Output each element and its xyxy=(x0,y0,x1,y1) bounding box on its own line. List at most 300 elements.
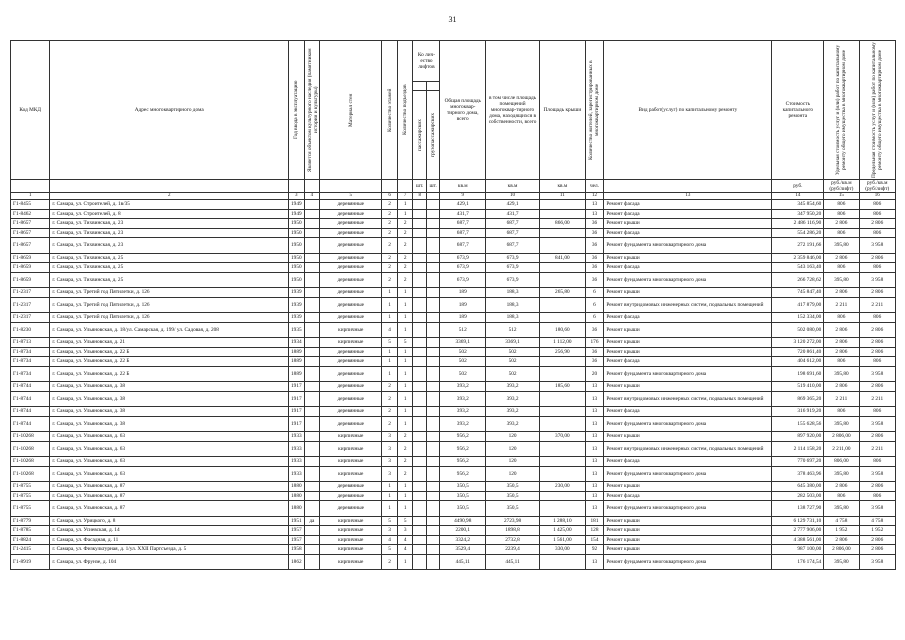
cell-area: 502 xyxy=(440,347,486,357)
cell-entr: 1 xyxy=(397,382,413,392)
cell-heritage xyxy=(304,466,320,482)
cell-people: 6 xyxy=(585,313,604,323)
cell-year: 1933 xyxy=(289,466,305,482)
cell-people: 20 xyxy=(585,366,604,382)
cell-own: 429,1 xyxy=(486,200,540,210)
cell-limit: 3 958 xyxy=(859,238,895,254)
cell-cost: 897 920,00 xyxy=(772,432,824,442)
cell-wall: деревянные xyxy=(320,391,382,407)
cell-year: 1950 xyxy=(289,238,305,254)
cell-year: 1950 xyxy=(289,272,305,288)
cell-lp xyxy=(413,526,426,536)
cell-entr: 1 xyxy=(397,357,413,367)
cell-code: Г1-2317 xyxy=(11,297,50,313)
cell-code: Г1-10268 xyxy=(11,457,50,467)
cell-people: 36 xyxy=(585,322,604,338)
cell-code: Г1-8734 xyxy=(11,347,50,357)
cell-lg xyxy=(426,457,440,467)
cell-addr: г. Самара, ул. Ульяновская, д. 22 Б xyxy=(50,347,289,357)
cell-work: Ремонт крыши xyxy=(604,288,772,298)
cell-addr: г. Самара, ул. Ульяновская, д. 38 xyxy=(50,407,289,417)
cell-wall: кирпичные xyxy=(320,441,382,457)
cell-work: Ремонт фасада xyxy=(604,491,772,501)
cell-cost: 745 847,40 xyxy=(772,288,824,298)
cell-lg xyxy=(426,545,440,555)
cell-unit: 2 806 xyxy=(824,482,859,492)
cell-wall: кирпичные xyxy=(320,338,382,348)
cell-floors: 2 xyxy=(382,382,398,392)
col-limit-cost-header: Предельная стоимость услуг и (или) работ по капитальному ремонту общего имущества в многоквартирном доме xyxy=(859,41,895,180)
cell-lg xyxy=(426,288,440,298)
cell-cost: 378 463,96 xyxy=(772,466,824,482)
cell-heritage xyxy=(304,382,320,392)
cell-code: Г1-8744 xyxy=(11,416,50,432)
cell-own: 2732,8 xyxy=(486,535,540,545)
cell-work: Ремонт фасада xyxy=(604,313,772,323)
cell-roof xyxy=(540,407,586,417)
cell-lg xyxy=(426,238,440,254)
cell-entr: 3 xyxy=(397,526,413,536)
cell-work: Ремонт фасада xyxy=(604,200,772,210)
cell-own: 120 xyxy=(486,457,540,467)
cell-roof xyxy=(540,357,586,367)
cell-work: Ремонт фундамента многоквартирного дома xyxy=(604,501,772,517)
cell-cost: 176 174,54 xyxy=(772,554,824,570)
col-residents-header: Количество жителей, зарегистрированных в многоквартирном доме xyxy=(585,41,604,180)
cell-floors: 1 xyxy=(382,313,398,323)
cell-code: Г1-8755 xyxy=(11,491,50,501)
cell-roof: 330,00 xyxy=(540,545,586,555)
cell-people: 36 xyxy=(585,263,604,273)
cell-limit: 3 958 xyxy=(859,554,895,570)
cell-floors: 1 xyxy=(382,297,398,313)
cell-floors: 2 xyxy=(382,238,398,254)
cell-floors: 1 xyxy=(382,501,398,517)
cell-floors: 2 xyxy=(382,209,398,219)
units-row xyxy=(11,180,896,193)
cell-own: 2239,4 xyxy=(486,545,540,555)
cell-limit: 2 806 xyxy=(859,382,895,392)
cell-people: 13 xyxy=(585,209,604,219)
cell-own: 687,7 xyxy=(486,228,540,238)
cell-code: Г1-10268 xyxy=(11,466,50,482)
cell-own: 120 xyxy=(486,432,540,442)
cell-own: 512 xyxy=(486,322,540,338)
cell-floors: 1 xyxy=(382,288,398,298)
cell-people: 176 xyxy=(585,338,604,348)
cell-addr: г. Самара, ул. Усиевская, д. 14 xyxy=(50,526,289,536)
cell-unit: 806 xyxy=(824,263,859,273)
cell-area: 687,7 xyxy=(440,228,486,238)
cell-addr: г. Самара, ул. Тихвинская, д. 23 xyxy=(50,238,289,254)
cell-heritage xyxy=(304,219,320,229)
cell-unit: 2 211 xyxy=(824,391,859,407)
cell-cost: 869 365,20 xyxy=(772,391,824,407)
cell-limit: 2 211 xyxy=(859,391,895,407)
cell-addr: г. Самара, ул. Ульяновская, д. 22 Б xyxy=(50,366,289,382)
cell-year: 1880 xyxy=(289,501,305,517)
cell-lp xyxy=(413,432,426,442)
cell-cost: 266 728,62 xyxy=(772,272,824,288)
cell-own: 502 xyxy=(486,357,540,367)
cell-heritage xyxy=(304,297,320,313)
cell-people: 13 xyxy=(585,501,604,517)
cell-limit: 806 xyxy=(859,209,895,219)
cell-own: 393,2 xyxy=(486,382,540,392)
cell-roof: 265,80 xyxy=(540,288,586,298)
cell-limit: 806 xyxy=(859,457,895,467)
cell-unit: 2 211,00 xyxy=(824,441,859,457)
cell-work: Ремонт крыши xyxy=(604,482,772,492)
cell-cost: 2 114 158,20 xyxy=(772,441,824,457)
cell-year: 1951 xyxy=(289,516,305,526)
cell-cost: 345 854,60 xyxy=(772,200,824,210)
header-row xyxy=(11,41,896,82)
table-row xyxy=(11,535,896,545)
cell-floors: 5 xyxy=(382,338,398,348)
cell-floors: 1 xyxy=(382,491,398,501)
cell-lg xyxy=(426,219,440,229)
cell-lp xyxy=(413,347,426,357)
cell-lp xyxy=(413,457,426,467)
cell-floors: 1 xyxy=(382,482,398,492)
table-row xyxy=(11,441,896,457)
cell-unit: 1 952 xyxy=(824,526,859,536)
cell-addr: г. Самара, ул. Тихвинская, д. 25 xyxy=(50,253,289,263)
cell-addr: г. Самара, ул. Фасадная, д. 11 xyxy=(50,535,289,545)
cell-cost: 2 359 846,00 xyxy=(772,253,824,263)
col-heritage-header: Является объектом культурного наследия (памятником истории и культуры) xyxy=(304,41,320,180)
col-total-area-header: Общая площадь многоквар-тирного дома, всего xyxy=(440,41,486,180)
cell-limit: 2 806 xyxy=(859,545,895,555)
cell-limit: 806 xyxy=(859,200,895,210)
cell-entr: 1 xyxy=(397,322,413,338)
cell-heritage xyxy=(304,263,320,273)
col-passenger-lifts-header: пассажирских xyxy=(413,91,426,180)
cell-area: 393,2 xyxy=(440,407,486,417)
cell-unit: 4 758 xyxy=(824,516,859,526)
cell-wall: деревянные xyxy=(320,272,382,288)
cell-wall: кирпичные xyxy=(320,545,382,555)
cell-lg xyxy=(426,263,440,273)
cell-own: 350,5 xyxy=(486,501,540,517)
cell-lg xyxy=(426,322,440,338)
cell-area: 956,2 xyxy=(440,457,486,467)
cell-lp xyxy=(413,407,426,417)
cell-roof: 230,00 xyxy=(540,482,586,492)
cell-roof xyxy=(540,297,586,313)
cell-lg xyxy=(426,526,440,536)
cell-lp xyxy=(413,322,426,338)
cell-people: 36 xyxy=(585,347,604,357)
cell-heritage xyxy=(304,416,320,432)
cell-cost: 2 486 116,90 xyxy=(772,219,824,229)
cell-wall: деревянные xyxy=(320,219,382,229)
cell-lp xyxy=(413,535,426,545)
cell-work: Ремонт фасада xyxy=(604,407,772,417)
cell-entr: 1 xyxy=(397,288,413,298)
cell-entr: 1 xyxy=(397,366,413,382)
col-unit-cost-header: Удельная стоимость услуг и (или) работ по капитальному ремонту общего имущества в многоквартирном доме xyxy=(824,41,859,180)
cell-people: 13 xyxy=(585,432,604,442)
cell-unit: 806 xyxy=(824,209,859,219)
cell-floors: 1 xyxy=(382,357,398,367)
cell-roof xyxy=(540,466,586,482)
cell-lg xyxy=(426,200,440,210)
cell-lp xyxy=(413,554,426,570)
capital-repair-table xyxy=(10,40,896,570)
cell-work: Ремонт крыши xyxy=(604,432,772,442)
cell-cost: 770 697,20 xyxy=(772,457,824,467)
cell-addr: г. Самара, ул. Ульяновская, д. 22 Б xyxy=(50,357,289,367)
cell-floors: 3 xyxy=(382,441,398,457)
cell-roof: 1 112,00 xyxy=(540,338,586,348)
cell-wall: деревянные xyxy=(320,407,382,417)
cell-year: 1917 xyxy=(289,391,305,407)
cell-people: 36 xyxy=(585,238,604,254)
cell-addr: г. Самара, ул. Третий год Пятилетки, д. 126 xyxy=(50,288,289,298)
cell-entr: 5 xyxy=(397,338,413,348)
cell-roof xyxy=(540,501,586,517)
cell-people: 13 xyxy=(585,382,604,392)
cell-roof xyxy=(540,272,586,288)
cell-year: 1862 xyxy=(289,554,305,570)
cell-addr: г. Самара, ул. Ульяновская, д. 18/ул. Самарская, д. 199/ ул. Садовая, д. 208 xyxy=(50,322,289,338)
cell-cost: 645 380,00 xyxy=(772,482,824,492)
cell-limit: 806 xyxy=(859,357,895,367)
cell-work: Ремонт фундамента многоквартирного дома xyxy=(604,238,772,254)
table-row xyxy=(11,416,896,432)
cell-wall: деревянные xyxy=(320,238,382,254)
cell-unit: 2 806,00 xyxy=(824,545,859,555)
cell-cost: 543 163,40 xyxy=(772,263,824,273)
cell-lg xyxy=(426,441,440,457)
cell-addr: г. Самара, ул. Третий год Пятилетки, д. 126 xyxy=(50,297,289,313)
unit-unit-cost: руб./кв.м (руб/лифт) xyxy=(824,180,859,193)
cell-limit: 2 806 xyxy=(859,347,895,357)
page-number: 31 xyxy=(448,15,457,24)
cell-cost: 155 628,56 xyxy=(772,416,824,432)
cell-own: 350,5 xyxy=(486,482,540,492)
table-row xyxy=(11,288,896,298)
cell-people: 13 xyxy=(585,491,604,501)
cell-floors: 2 xyxy=(382,253,398,263)
cell-code: Г1-8755 xyxy=(11,501,50,517)
cell-wall: деревянные xyxy=(320,288,382,298)
cell-year: 1958 xyxy=(289,545,305,555)
cell-cost: 502 080,00 xyxy=(772,322,824,338)
cell-wall: деревянные xyxy=(320,297,382,313)
cell-entr: 4 xyxy=(397,545,413,555)
cell-lp xyxy=(413,516,426,526)
unit-residents: чел. xyxy=(585,180,604,193)
cell-floors: 2 xyxy=(382,391,398,407)
cell-addr: г. Самара, ул. Ульяновская, д. 87 xyxy=(50,482,289,492)
cell-wall: деревянные xyxy=(320,491,382,501)
cell-lg xyxy=(426,501,440,517)
cell-entr: 5 xyxy=(397,516,413,526)
col-year-header: Год ввода в эксплуатацию xyxy=(289,41,305,180)
cell-addr: г. Самара, ул. Ульяновская, д. 21 xyxy=(50,338,289,348)
cell-year: 1950 xyxy=(289,253,305,263)
table-row xyxy=(11,366,896,382)
cell-entr: 4 xyxy=(397,535,413,545)
cell-area: 3324,2 xyxy=(440,535,486,545)
cell-cost: 272 191,66 xyxy=(772,238,824,254)
table-row xyxy=(11,391,896,407)
cell-area: 350,5 xyxy=(440,501,486,517)
cell-cost: 347 950,20 xyxy=(772,209,824,219)
cell-limit: 2 211 xyxy=(859,441,895,457)
cell-floors: 2 xyxy=(382,407,398,417)
cell-own: 502 xyxy=(486,366,540,382)
cell-cost: 720 861,40 xyxy=(772,347,824,357)
table-body xyxy=(11,200,896,570)
cell-roof xyxy=(540,313,586,323)
cell-area: 393,2 xyxy=(440,416,486,432)
cell-people: 128 xyxy=(585,526,604,536)
cell-entr: 2 xyxy=(397,238,413,254)
cell-code: Г1-2317 xyxy=(11,313,50,323)
cell-code: Г1-8919 xyxy=(11,554,50,570)
cell-limit: 3 958 xyxy=(859,466,895,482)
table-row xyxy=(11,347,896,357)
cell-code: Г1-8744 xyxy=(11,391,50,407)
cell-floors: 3 xyxy=(382,457,398,467)
cell-lp xyxy=(413,338,426,348)
cell-heritage xyxy=(304,441,320,457)
cell-year: 1933 xyxy=(289,457,305,467)
cell-entr: 2 xyxy=(397,219,413,229)
cell-wall: деревянные xyxy=(320,482,382,492)
cell-roof: 866,00 xyxy=(540,219,586,229)
cell-work: Ремонт фасада xyxy=(604,228,772,238)
cell-addr: г. Самара, ул. Тихвинская, д. 23 xyxy=(50,219,289,229)
cell-roof: 1 425,00 xyxy=(540,526,586,536)
cell-people: 13 xyxy=(585,407,604,417)
cell-own: 673,9 xyxy=(486,263,540,273)
cell-year: 1935 xyxy=(289,322,305,338)
cell-area: 502 xyxy=(440,357,486,367)
cell-year: 1949 xyxy=(289,200,305,210)
cell-lg xyxy=(426,297,440,313)
cell-year: 1933 xyxy=(289,441,305,457)
cell-area: 3369,1 xyxy=(440,338,486,348)
cell-area: 445,11 xyxy=(440,554,486,570)
cell-roof xyxy=(540,366,586,382)
cell-code: Г1-8659 xyxy=(11,272,50,288)
cell-roof xyxy=(540,441,586,457)
cell-entr: 1 xyxy=(397,209,413,219)
table-row xyxy=(11,516,896,526)
cell-people: 13 xyxy=(585,416,604,432)
cell-roof: 185,60 xyxy=(540,382,586,392)
cell-addr: г. Самара, ул. Ульяновская, д. 63 xyxy=(50,457,289,467)
cell-limit: 2 806 xyxy=(859,482,895,492)
cell-work: Ремонт крыши xyxy=(604,382,772,392)
cell-wall: деревянные xyxy=(320,263,382,273)
cell-people: 13 xyxy=(585,554,604,570)
cell-own: 188,3 xyxy=(486,313,540,323)
cell-wall: кирпичные xyxy=(320,516,382,526)
cell-cost: 404 612,00 xyxy=(772,357,824,367)
cell-lp xyxy=(413,238,426,254)
cell-people: 13 xyxy=(585,441,604,457)
cell-people: 13 xyxy=(585,391,604,407)
cell-work: Ремонт крыши xyxy=(604,322,772,338)
cell-roof xyxy=(540,263,586,273)
cell-lp xyxy=(413,491,426,501)
cell-unit: 2 211 xyxy=(824,297,859,313)
cell-code: Г1-8779 xyxy=(11,516,50,526)
cell-code: Г1-8657 xyxy=(11,228,50,238)
table-row xyxy=(11,228,896,238)
cell-heritage xyxy=(304,313,320,323)
cell-people: 13 xyxy=(585,200,604,210)
table-row xyxy=(11,297,896,313)
cell-area: 350,5 xyxy=(440,491,486,501)
cell-lp xyxy=(413,228,426,238)
col-address-header: Адрес многоквартирного дома xyxy=(50,41,289,180)
table-row xyxy=(11,382,896,392)
cell-people: 36 xyxy=(585,253,604,263)
cell-entr: 2 xyxy=(397,457,413,467)
cell-addr: г. Самара, ул. Третий год Пятилетки, д. 126 xyxy=(50,313,289,323)
cell-own: 445,11 xyxy=(486,554,540,570)
cell-work: Ремонт фасада xyxy=(604,263,772,273)
cell-heritage xyxy=(304,357,320,367)
cell-lp xyxy=(413,313,426,323)
cell-unit: 806 xyxy=(824,357,859,367)
cell-lg xyxy=(426,338,440,348)
cell-floors: 1 xyxy=(382,366,398,382)
cell-year: 1950 xyxy=(289,228,305,238)
cell-lp xyxy=(413,297,426,313)
table-row xyxy=(11,501,896,517)
col-lifts-header: Ко лич-ество лифтов xyxy=(413,41,440,82)
cell-addr: г. Самара, ул. Фрунзе, д. 104 xyxy=(50,554,289,570)
cell-lg xyxy=(426,482,440,492)
cell-roof: 180,60 xyxy=(540,322,586,338)
cell-people: 13 xyxy=(585,466,604,482)
cell-work: Ремонт внутридомовых инженерных систем, подвальных помещений xyxy=(604,441,772,457)
cell-limit: 806 xyxy=(859,228,895,238)
cell-year: 1880 xyxy=(289,482,305,492)
cell-wall: деревянные xyxy=(320,253,382,263)
cell-floors: 1 xyxy=(382,347,398,357)
cell-lp xyxy=(413,382,426,392)
cell-entr: 1 xyxy=(397,297,413,313)
cell-own: 1898,8 xyxy=(486,526,540,536)
cell-heritage xyxy=(304,432,320,442)
cell-heritage xyxy=(304,322,320,338)
cell-work: Ремонт фундамента многоквартирного дома xyxy=(604,272,772,288)
cell-heritage xyxy=(304,200,320,210)
cell-people: 6 xyxy=(585,288,604,298)
cell-limit: 2 806 xyxy=(859,432,895,442)
cell-lp xyxy=(413,272,426,288)
cell-work: Ремонт внутридомовых инженерных систем, подвальных помещений xyxy=(604,297,772,313)
col-owned-area-header: в том числе площадь помещений многоквар-тирного дома, находящихся в собственности, всего xyxy=(486,41,540,180)
cell-people: 154 xyxy=(585,535,604,545)
cell-roof: 256,90 xyxy=(540,347,586,357)
cell-code: Г1-8462 xyxy=(11,209,50,219)
cell-year: 1950 xyxy=(289,219,305,229)
cell-roof: 1 561,00 xyxy=(540,535,586,545)
cell-area: 673,9 xyxy=(440,263,486,273)
cell-wall: деревянные xyxy=(320,228,382,238)
cell-entr: 1 xyxy=(397,407,413,417)
